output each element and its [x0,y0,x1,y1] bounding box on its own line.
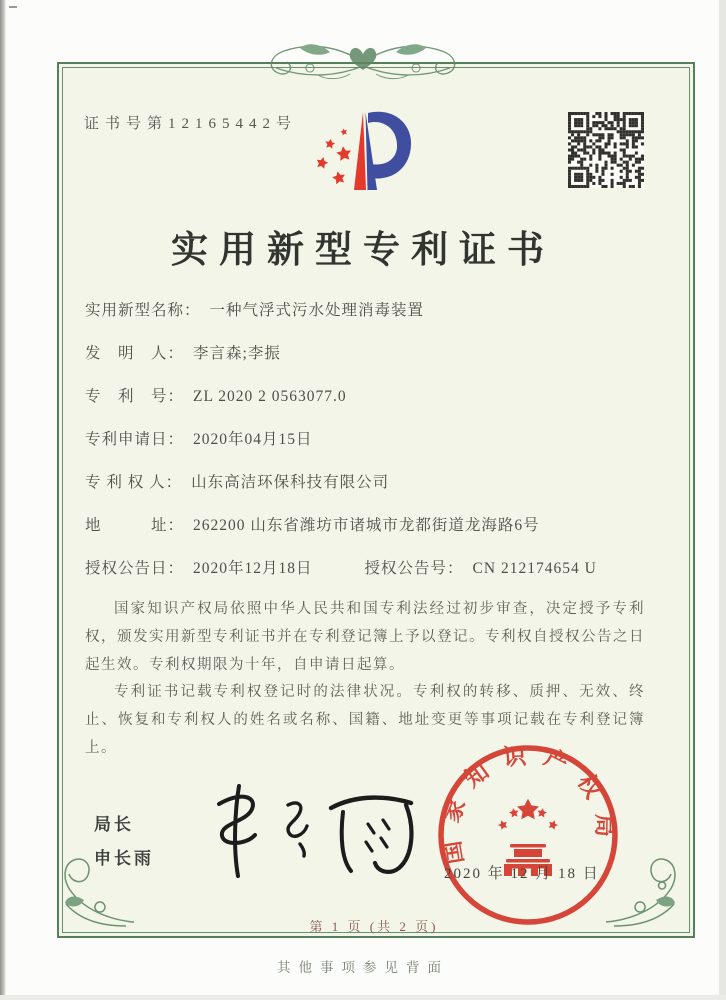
field-value: 262200 山东省潍坊市诸城市龙都街道龙海路6号 [193,517,540,534]
back-side-note: 其他事项参见背面 [277,960,449,975]
officer-name: 申长雨 [94,849,154,868]
certificate-title: 实用新型专利证书 [171,230,555,271]
field-value: 一种气浮式污水处理消毒装置 [209,302,425,319]
field-value: 山东高洁环保科技有限公司 [191,474,390,491]
field-label: 发 明 人： [85,345,185,362]
field-value: 2020年04月15日 [193,431,313,448]
certificate-fields [85,301,651,602]
field-row-name [85,301,651,321]
field-row-inventor [85,344,651,364]
field-label: 专利申请日： [85,431,185,448]
officer-block [94,808,154,876]
field-label: 专 利 号： [85,388,185,405]
legal-paragraph-1: 国家知识产权局依照中华人民共和国专利法经过初步审查，决定授予专利权，颁发实用新型专利证书并在专利登记簿上予以登记。专利权自授权公告之日起生效。专利权期限为十年，自申请日起算。 [85,601,645,673]
field-label: 授权公告日： [85,560,185,577]
scan-edge-bottom [0,995,726,1000]
signature-shen-changyu-icon [182,776,417,880]
scan-edge-right [719,0,726,1000]
certificate-number: 证书号第12165442号 [84,116,298,132]
cnipa-logo-icon [293,100,443,206]
field-row-patent-no [85,387,651,407]
scan-speck [9,6,17,8]
page-number: 第 1 页 (共 2 页) [309,919,439,934]
field-label: 专 利 权 人： [85,474,183,491]
field-value: 李言森;李振 [193,345,281,362]
seal-date: 2020 年 12 月 18 日 [444,866,600,882]
scan-edge-left [0,0,6,1000]
field-value: ZL 2020 2 0563077.0 [193,388,347,405]
field-row-grant [85,559,651,579]
field-value: 2020年12月18日 [193,560,313,577]
legal-text [85,596,645,763]
field-value: CN 212174654 U [472,560,597,577]
field-row-patentee [85,473,651,493]
officer-role: 局长 [94,815,134,834]
field-label: 地 址： [85,517,185,534]
legal-paragraph-2: 专利证书记载专利权登记时的法律状况。专利权的转移、质押、无效、终止、恢复和专利权人的姓名或名称、国籍、地址变更等事项记载在专利登记簿上。 [85,684,645,757]
seal-text: 国家知识产权局 [437,742,618,866]
field-row-filing-date [85,430,651,450]
field-row-address [85,516,651,536]
field-label: 授权公告号： [364,560,464,577]
official-seal-icon [433,740,623,930]
field-label: 实用新型名称： [85,302,201,319]
qr-code-icon [568,112,644,188]
